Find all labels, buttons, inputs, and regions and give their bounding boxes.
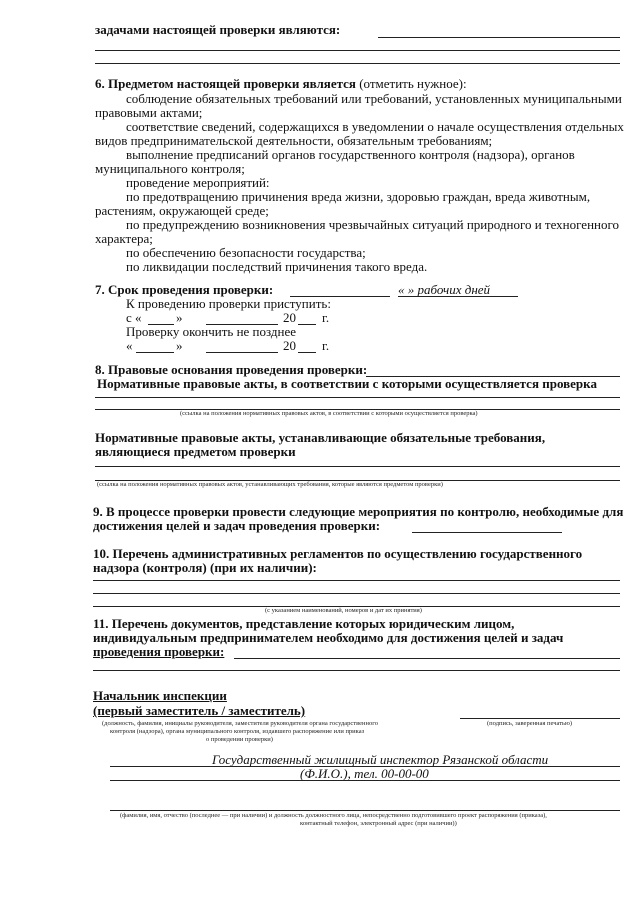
s6-line: по ликвидации последствий причинения такого вреда.	[126, 259, 428, 274]
preparer-note-line2: контактный телефон, электронный адрес (при наличии))	[300, 820, 457, 827]
end-g: г.	[322, 338, 330, 353]
s6-line: соответствие сведений, содержащихся в уведомлении о начале осуществления отдельных	[126, 119, 624, 134]
s6-line: проведение мероприятий:	[126, 175, 270, 190]
signature-note: (подпись, заверенная печатью)	[487, 720, 573, 727]
fill-line[interactable]	[93, 670, 620, 671]
end-year: 20	[283, 338, 296, 353]
s6-line: муниципального контроля;	[95, 161, 245, 176]
fill-line[interactable]	[110, 810, 620, 811]
start-date-close: »	[176, 310, 183, 325]
fill-line[interactable]	[378, 37, 620, 38]
section-8-title: 8. Правовые основания проведения проверки:	[95, 362, 368, 377]
position-note-line3: о проведении проверки)	[206, 736, 273, 743]
section-6-title-bold: 6. Предметом настоящей проверки является	[95, 76, 356, 91]
fill-line[interactable]	[95, 397, 620, 398]
s6-line: по обеспечению безопасности государства;	[126, 245, 366, 260]
section-7-title: 7. Срок проведения проверки:	[95, 282, 274, 297]
start-year: 20	[283, 310, 296, 325]
start-label: К проведению проверки приступить:	[126, 296, 331, 311]
signature-line[interactable]	[460, 718, 620, 719]
preparer-note-line1: (фамилия, имя, отчество (последнее — при наличии) и должность должностного лица, непосредственно подготовившего проект распоряжения (приказа),	[120, 812, 547, 819]
end-day-blank[interactable]	[136, 352, 174, 353]
section-8-sub1: Нормативные правовые акты, в соответствии с которыми осуществляется проверка	[97, 376, 597, 391]
section-10-line1: 10. Перечень административных регламентов по осуществлению государственного	[93, 546, 583, 561]
position-note-line2: контроля (надзора), органа муниципального контроля, издавшего распоряжение или приказ	[110, 728, 365, 735]
section-6-title	[95, 76, 467, 91]
deputy-title: (первый заместитель / заместитель)	[93, 703, 306, 718]
tasks-heading: задачами настоящей проверки являются:	[95, 22, 341, 37]
position-note-line1: (должность, фамилия, инициалы руководителя, заместителя руководителя органа государственного	[102, 720, 378, 727]
fill-line[interactable]	[95, 50, 620, 51]
s6-line: по предотвращению причинения вреда жизни, здоровью граждан, вреда животным,	[126, 189, 591, 204]
section-9-line2: достижения целей и задач проведения проверки:	[93, 518, 381, 533]
end-month-blank[interactable]	[206, 352, 278, 353]
section-8-note1: (ссылка на положения нормативных правовых актов, в соответствии с которыми осуществляется проверка)	[180, 410, 478, 417]
end-date-open: «	[126, 338, 133, 353]
s6-line: по предупреждению возникновения чрезвычайных ситуаций природного и техногенного	[126, 217, 619, 232]
s6-line: соблюдение обязательных требований или требований, установленных муниципальными	[126, 91, 622, 106]
start-year-blank[interactable]	[298, 324, 316, 325]
section-11-line3: проведения проверки:	[93, 644, 225, 659]
fill-line[interactable]	[93, 580, 620, 581]
fill-line[interactable]	[412, 532, 562, 533]
fill-line[interactable]	[95, 466, 620, 467]
section-6-title-note: (отметить нужное):	[355, 76, 467, 91]
fill-line[interactable]	[95, 63, 620, 64]
s6-line: растениям, окружающей среде;	[95, 203, 269, 218]
end-year-blank[interactable]	[298, 352, 316, 353]
s6-line: характера;	[95, 231, 153, 246]
section-11-line1: 11. Перечень документов, представление которых юридическим лицом,	[93, 616, 515, 631]
s6-line: видов предпринимательской деятельности, обязательным требованиям;	[95, 133, 493, 148]
start-date-open: с «	[126, 310, 142, 325]
fill-line[interactable]	[110, 780, 620, 781]
term-days: « » рабочих дней	[398, 282, 491, 297]
section-8-sub2-line2: являющиеся предметом проверки	[95, 444, 296, 459]
start-g: г.	[322, 310, 330, 325]
section-9-line1: 9. В процессе проверки провести следующие мероприятия по контролю, необходимые для	[93, 504, 624, 519]
fill-line[interactable]	[93, 593, 620, 594]
section-10-line2: надзора (контроля) (при их наличии):	[93, 560, 317, 575]
section-8-sub2-line1: Нормативные правовые акты, устанавливающие обязательные требования,	[95, 430, 546, 445]
term-underline[interactable]	[398, 296, 518, 297]
section-8-note2: (ссылка на положения нормативных правовых актов, устанавливающих требования, которые являются предметом проверки)	[97, 481, 443, 488]
section-11-line2: индивидуальным предпринимателем необходимо для достижения целей и задач	[93, 630, 564, 645]
inspector-fio: (Ф.И.О.), тел. 00-00-00	[300, 766, 429, 781]
end-date-close: »	[176, 338, 183, 353]
end-label: Проверку окончить не позднее	[126, 324, 297, 339]
s6-line: правовыми актами;	[95, 105, 203, 120]
s6-line: выполнение предписаний органов государственного контроля (надзора), органов	[126, 147, 575, 162]
fill-line[interactable]	[234, 658, 620, 659]
chief-title: Начальник инспекции	[93, 688, 227, 703]
inspector-name: Государственный жилищный инспектор Рязанской области	[212, 752, 549, 767]
section-10-note: (с указанием наименований, номеров и дат их принятия)	[265, 607, 422, 614]
